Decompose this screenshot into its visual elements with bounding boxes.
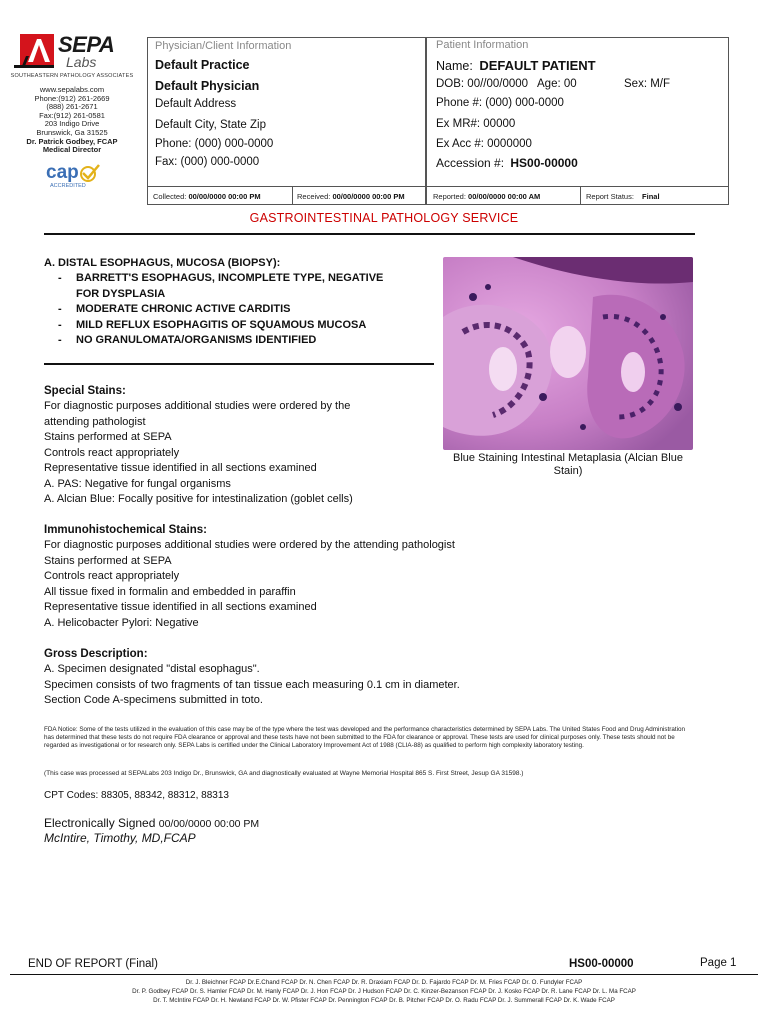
patient-phone: Phone #: (000) 000-0000: [436, 97, 564, 109]
footer-accession: HS00-00000: [569, 958, 634, 970]
practice-name: Default Practice: [155, 58, 250, 72]
text-line: Representative tissue identified in all sections examined: [44, 601, 317, 613]
text-line: Stains performed at SEPA: [44, 554, 172, 567]
report-status-value: Final: [642, 192, 660, 201]
patient-name-label: Name:: [436, 59, 473, 73]
accession-row: [436, 156, 578, 170]
text-line: Section Code A-specimens submitted in toto.: [44, 694, 263, 706]
text-line: For diagnostic purposes additional studies were ordered by the attending pathologist: [44, 539, 455, 551]
text-line: Representative tissue identified in all sections examined: [44, 462, 317, 474]
diagnosis-item-continuation: FOR DYSPLASIA: [76, 287, 166, 300]
patient-age: Age: 00: [537, 78, 577, 90]
collected-label: Collected:: [153, 192, 187, 201]
special-stains-heading: Special Stains:: [44, 385, 126, 397]
logo-name: SEPA: [58, 32, 115, 57]
accredited-label: ACCREDITED: [50, 183, 86, 189]
patient-name: DEFAULT PATIENT: [479, 58, 596, 73]
patient-ex-mr: Ex MR#: 00000: [436, 118, 516, 130]
text-line: All tissue fixed in formalin and embedded in paraffin: [44, 585, 296, 598]
accession-number: HS00-00000: [510, 156, 578, 170]
caption-line-1: Blue Staining Intestinal Metaplasia (Alcian Blue: [453, 452, 683, 464]
lab-phone-2: (888) 261-2671: [46, 102, 98, 112]
histology-micrograph: [443, 257, 693, 450]
physician-name: Default Physician: [155, 79, 260, 93]
patient-sex: Sex: M/F: [624, 78, 671, 90]
lab-address-1: 203 Indigo Drive: [44, 119, 100, 129]
diagnosis-item: - MILD REFLUX ESOPHAGITIS OF SQUAMOUS MUCOSA: [58, 318, 367, 331]
collected-field: [153, 192, 261, 201]
diagnosis-list: [58, 271, 438, 349]
text-line: attending pathologist: [44, 415, 146, 428]
received-field: [297, 192, 405, 201]
collected-value: 00/00/0000 00:00 PM: [188, 192, 261, 201]
lab-website[interactable]: www.sepalabs.com: [39, 85, 105, 94]
cpt-codes: CPT Codes: 88305, 88342, 88312, 88313: [44, 790, 229, 801]
reported-value: 00/00/0000 00:00 AM: [468, 192, 541, 201]
title-rule: [44, 233, 695, 235]
text-line: Specimen consists of two fragments of tan tissue each measuring 0.1 cm in diameter.: [44, 678, 460, 691]
checkmark-icon: [78, 164, 100, 182]
received-label: Received:: [297, 192, 331, 201]
text-line: A. Specimen designated "distal esophagus".: [44, 663, 260, 675]
received-value: 00/00/0000 00:00 PM: [332, 192, 405, 201]
accession-label: Accession #:: [436, 156, 505, 170]
diagnosis-rule: [44, 363, 434, 365]
diagnosis-item: - MODERATE CHRONIC ACTIVE CARDITIS: [58, 303, 291, 315]
text-line: For diagnostic purposes additional studies were ordered by the: [44, 400, 351, 412]
medical-director-title: Medical Director: [42, 145, 102, 155]
physician-fax: Fax: (000) 000-0000: [155, 156, 260, 168]
page-number: Page 1: [700, 957, 737, 969]
service-title: GASTROINTESTINAL PATHOLOGY SERVICE: [249, 211, 519, 225]
gross-heading: Gross Description:: [44, 648, 148, 660]
footer-rule: [10, 974, 758, 975]
cap-accredited-logo: [44, 164, 102, 190]
physician-section-label: Physician/Client Information: [155, 40, 292, 52]
end-of-report: END OF REPORT (Final): [28, 958, 158, 970]
text-line: Controls react appropriately: [44, 446, 180, 459]
lab-fax: Fax:(912) 261-0581: [39, 110, 105, 120]
medical-director: Dr. Patrick Godbey, FCAP: [26, 136, 118, 146]
date-strip-divider: [147, 186, 729, 187]
report-status-label: Report Status:: [586, 192, 634, 201]
patient-name-row: [436, 58, 596, 73]
text-line: A. PAS: Negative for fungal organisms: [44, 477, 231, 490]
signing-pathologist: McIntire, Timothy, MD,FCAP: [44, 831, 196, 845]
text-line: A. Alcian Blue: Focally positive for intestinalization (goblet cells): [44, 493, 353, 505]
esign-date: 00/00/0000 00:00 PM: [158, 818, 260, 830]
lab-contact: [10, 86, 134, 155]
micrograph-caption: [443, 452, 693, 478]
caption-line-2: Stain): [553, 465, 583, 477]
diagnosis-item: - NO GRANULOMATA/ORGANISMS IDENTIFIED: [58, 334, 317, 346]
strip-separator: [292, 187, 293, 205]
processing-note: (This case was processed at SEPALabs 203 Indigo Dr., Brunswick, GA and diagnostically evaluated at Wayne Memorial Hospital 865 S. First Street, Jesup GA 31598.): [44, 770, 524, 777]
patient-ex-acc: Ex Acc #: 0000000: [436, 138, 532, 150]
reported-field: [433, 192, 540, 201]
fda-notice: FDA Notice: Some of the tests utilized in the evaluation of this case may be of the type where the test was developed and the performance characteristics determined by SEPA Labs. The United States Food and Drug Administration has determined that these tests do not require FDA clearance or approval and these tests have not been submitted to the FDA for clearance or approval. These tests are used for clinical purposes only. These tests should not be regarded as investigational or for research only. SEPA Labs is certified under the Clinical Laboratory Improvement Act of 1988 (CLIA-88) as qualified to perform high complexity laboratory testing.: [44, 726, 685, 750]
strip-separator: [580, 187, 581, 205]
pathologist-roster-line: Dr. J. Bleichner FCAP Dr.E.Chand FCAP Dr. N. Chen FCAP Dr. R. Draxiam FCAP Dr. D. Fajardo FCAP Dr. M. Fries FCAP Dr. O. Fundyler FCAP: [185, 979, 583, 986]
physician-city: Default City, State Zip: [155, 119, 266, 131]
text-line: Controls react appropriately: [44, 570, 180, 582]
text-line: Stains performed at SEPA: [44, 431, 172, 443]
ihc-body: [44, 538, 455, 631]
org-name: SOUTHEASTERN PATHOLOGY ASSOCIATES: [10, 73, 134, 79]
reported-label: Reported:: [433, 192, 466, 201]
gross-body: [44, 662, 460, 709]
physician-address: Default Address: [155, 98, 237, 110]
pathologist-roster-line: Dr. T. McIntire FCAP Dr. H. Newland FCAP Dr. W. Pfister FCAP Dr. Pennington FCAP Dr. B. Pitcher FCAP Dr. O. Radu FCAP Dr. J. Summerall FCAP Dr. K. Wade FCAP: [153, 997, 615, 1004]
patient-dob: DOB: 00//00/0000: [436, 78, 529, 90]
diagnosis-heading: A. DISTAL ESOPHAGUS, MUCOSA (BIOPSY):: [44, 257, 281, 269]
physician-phone: Phone: (000) 000-0000: [155, 138, 274, 150]
text-line: A. Helicobacter Pylori: Negative: [44, 616, 199, 629]
lab-phone: Phone:(912) 261-2669: [34, 93, 110, 103]
diagnosis-item: - BARRETT'S ESOPHAGUS, INCOMPLETE TYPE, NEGATIVE: [58, 272, 384, 284]
cap-logo-text: cap: [46, 162, 79, 183]
lab-address-2: Brunswick, Ga 31525: [36, 127, 108, 137]
logo-sub: Labs: [66, 54, 97, 70]
electronic-signature: [44, 816, 259, 830]
special-stains-body: [44, 399, 353, 508]
patient-section-label: Patient Information: [436, 39, 529, 51]
ihc-heading: Immunohistochemical Stains:: [44, 524, 207, 536]
report-status-field: [586, 192, 660, 201]
pathologist-roster-line: Dr. P. Godbey FCAP Dr. S. Hamler FCAP Dr. M. Hanly FCAP Dr. J. Hon FCAP Dr. J Hudson FCAP Dr. C. Kinzer-Bezanson FCAP Dr. J. Kosko FCAP Dr. R. Lane FCAP Dr. L. Ma FCAP: [132, 988, 636, 995]
esign-label: Electronically Signed: [44, 816, 156, 830]
